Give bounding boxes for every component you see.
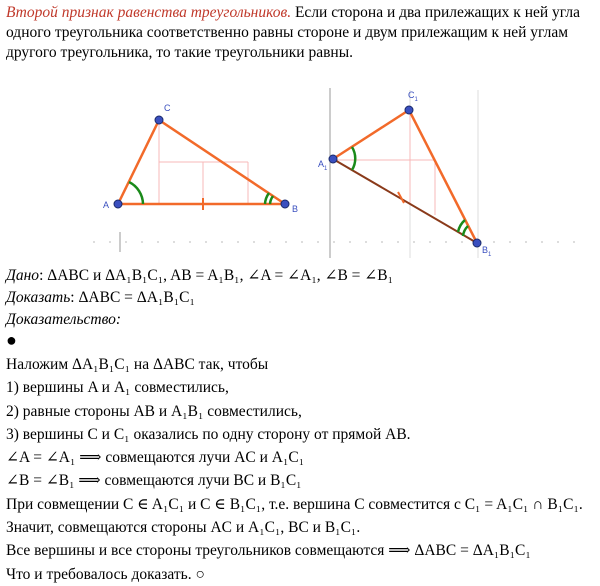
proof-line: 2) равные стороны AB и A₁B₁ совместились, <box>6 402 302 420</box>
proof-line: 1) вершины A и A₁ совместились, <box>6 379 229 397</box>
right-triangle-guides <box>329 110 435 215</box>
svg-text:C1: $C_1$ <box>408 90 418 103</box>
right-labels <box>318 90 492 258</box>
right-vertices <box>329 106 481 247</box>
proof-line: 3) вершины C и C₁ оказались по одну сторону от прямой AB. <box>6 425 411 443</box>
left-angle-marks <box>129 182 273 204</box>
bullet-marker: ● <box>6 330 17 350</box>
svg-text:A: A <box>103 200 110 210</box>
given-text: : ΔABC и ΔA₁B₁C₁, AB = A₁B₁, ∠A = ∠A₁, ∠B = ∠B₁ <box>39 267 394 284</box>
given-label: Дано <box>6 267 40 284</box>
proof-line: ∠A = ∠A₁ ⟹ совмещаются лучи AC и A₁C₁ <box>6 449 305 467</box>
svg-text:C: C <box>164 103 171 113</box>
right-triangle <box>333 110 477 243</box>
proof-body <box>6 353 583 586</box>
proof-line: При совмещении C ∈ A₁C₁ и C ∈ B₁C₁, т.е. вершина C совместится с C₁ = A₁C₁ ∩ B₁C₁. <box>6 495 583 513</box>
triangles-figure <box>0 86 600 266</box>
prove-label: Доказать <box>6 289 71 306</box>
proof-line: ∠B = ∠B₁ ⟹ совмещаются лучи BC и B₁C₁ <box>6 472 302 490</box>
proof-line: Наложим ΔA₁B₁C₁ на ΔABC так, чтобы <box>6 356 269 373</box>
svg-text:A1: $A_1$ <box>318 159 328 172</box>
proof-line: Значит, совмещаются стороны AC и A₁C₁, BC и B₁C₁. <box>6 519 361 537</box>
proof-line: Что и требовалось доказать. ○ <box>6 565 205 583</box>
proof-line: Все вершины и все стороны треугольников совмещаются ⟹ ΔABC = ΔA₁B₁C₁ <box>6 542 531 560</box>
left-triangle <box>118 120 285 210</box>
prove-text: : ΔABC = ΔA₁B₁C₁ <box>70 289 195 306</box>
svg-text:B: B <box>292 204 299 214</box>
left-triangle-guides <box>159 120 248 204</box>
prove-line <box>6 288 195 308</box>
theorem-text: Если сторона и два прилежащих к ней угла одного треугольника соответственно равны стороне и двум прилежащим к ней углам другого треугольника, то такие треугольники равны. <box>6 4 580 61</box>
axes <box>93 88 575 258</box>
theorem-title: Второй признак равенства треугольников. <box>6 4 292 21</box>
svg-text:B1: $B_1$ <box>482 245 492 258</box>
left-labels <box>103 103 298 214</box>
proof-label: Доказательство: <box>6 311 122 328</box>
theorem-statement <box>6 3 594 63</box>
given-line <box>6 266 393 286</box>
